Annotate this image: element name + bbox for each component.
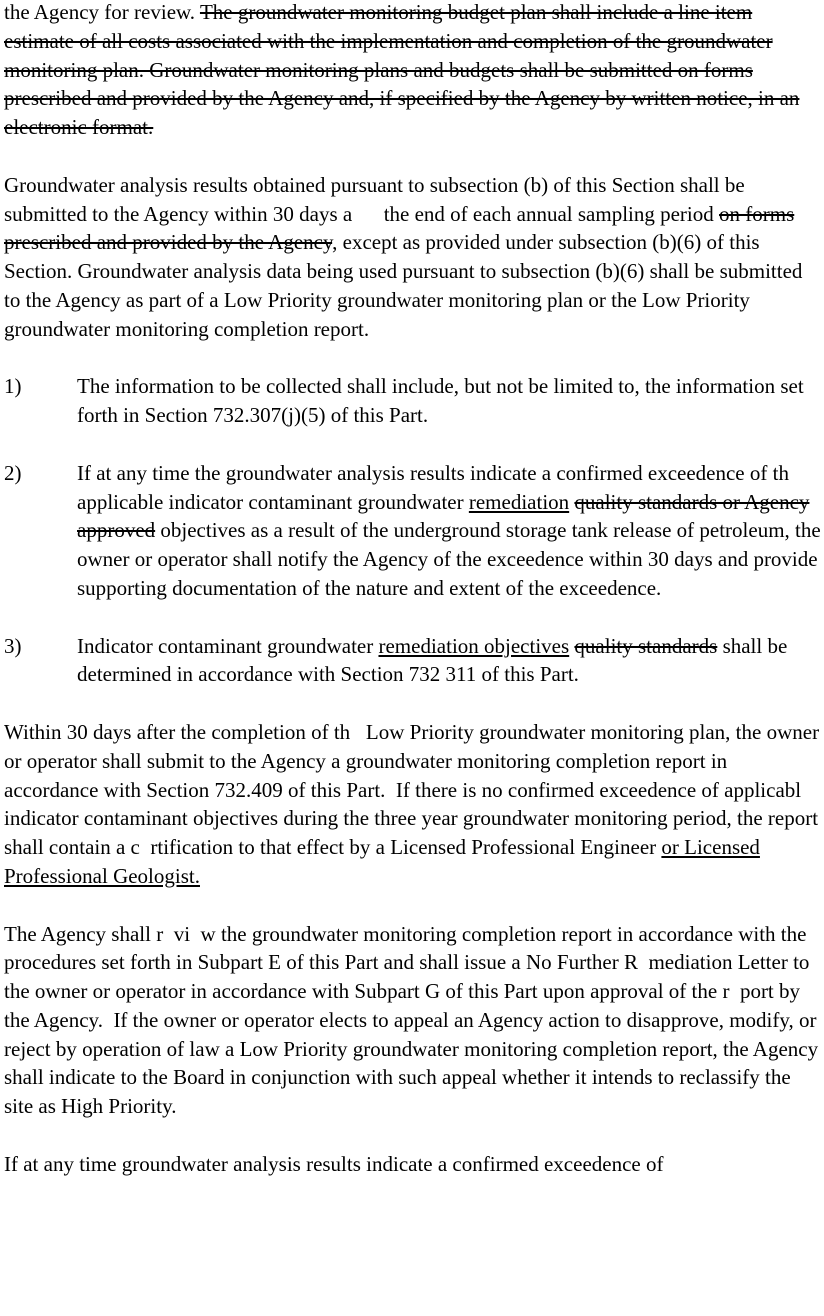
deleted-text: quality standards	[574, 633, 718, 658]
text-run: the Agency for review.	[4, 0, 200, 24]
paragraph-budget-plan	[4, 0, 822, 142]
text-run: objectives as a result of the underground storage tank release of petroleum, the owner or operator shall notify the Agency of the exceedence within 30 days and provide supporting documentation of the nature and extent of the exceedence.	[77, 518, 821, 600]
paragraph-completion-report	[4, 718, 822, 891]
deleted-text: quality standards or Agency approved	[77, 489, 810, 543]
text-run: Within 30 days after the completion of th Low Priority groundwater monitoring plan, the owner or operator shall submit to the Agency a groundwater monitoring completion report in accordance with Section 732.409 of this Part. If there is no confirmed exceedence of applicabl indicator contaminant objectives during the three year groundwater monitoring period, the report shall contain a c rtification to that effect by a Licensed Professional Engineer	[4, 719, 824, 860]
text-run: If at any time the groundwater analysis results indicate a confirmed exceedence of th applicable indicator contaminant groundwater	[77, 460, 805, 514]
document-page	[4, 0, 822, 1207]
list-item-number: 3)	[4, 633, 22, 658]
inserted-text: remediation objectives	[378, 633, 570, 658]
list-item-number: 1)	[4, 374, 22, 399]
text-run: Groundwater analysis results obtained pursuant to subsection (b) of this Section shall be submitted to the Agency within 30 days a the end of each annual sampling period	[4, 172, 750, 226]
list-item-text	[77, 459, 822, 603]
paragraph-analysis-results	[4, 171, 822, 344]
paragraph-exceedence: If at any time groundwater analysis results indicate a confirmed exceedence of	[4, 1151, 664, 1176]
inserted-text: remediation	[468, 489, 570, 514]
deleted-text: on forms prescribed and provided by the Agency	[4, 201, 795, 255]
list-item-text	[77, 372, 822, 430]
text-run: The information to be collected shall include, but not be limited to, the information set forth in Section 732.307(j)(5) of this Part.	[77, 374, 804, 428]
list-item-2	[4, 459, 822, 603]
text-run: Indicator contaminant groundwater	[77, 633, 379, 658]
paragraph-agency-review: The Agency shall r vi w the groundwater monitoring completion report in accordance with the procedures set forth in Subpart E of this Part and shall issue a No Further R mediation Letter to the owner or operator in accordance with Subpart G of this Part upon approval of the r port by the Agency. If the owner or operator elects to appeal an Agency action to disapprove, modify, or reject by operation of law a Low Priority groundwater monitoring completion report, the Agency shall indicate to the Board in conjunction with such appeal whether it intends to reclassify the site as High Priority.	[4, 921, 824, 1119]
text-run: , except as provided under subsection (b)(6) of this Section. Groundwater analysis data being used pursuant to subsection (b)(6) shall be submitted to the Agency as part of a Low Priority groundwater monitoring plan or the Low Priority groundwater monitoring completion report.	[4, 230, 803, 341]
list-item-1	[4, 372, 822, 430]
inserted-text: or Licensed Professional Geologist.	[4, 835, 760, 888]
list-item-number: 2)	[4, 460, 22, 485]
list-item-text	[77, 632, 822, 690]
deleted-text: The groundwater monitoring budget plan shall include a line item estimate of all costs associated with the implementation and completion of the groundwater monitoring plan. Groundwater monitoring plans and budgets shall be submitted on forms prescribed and provided by the Agency and, if specified by the Agency by written notice, in an electronic format.	[4, 0, 800, 140]
list-item-3	[4, 632, 822, 690]
text-run: shall be determined in accordance with Section 732 311 of this Part.	[77, 633, 788, 687]
